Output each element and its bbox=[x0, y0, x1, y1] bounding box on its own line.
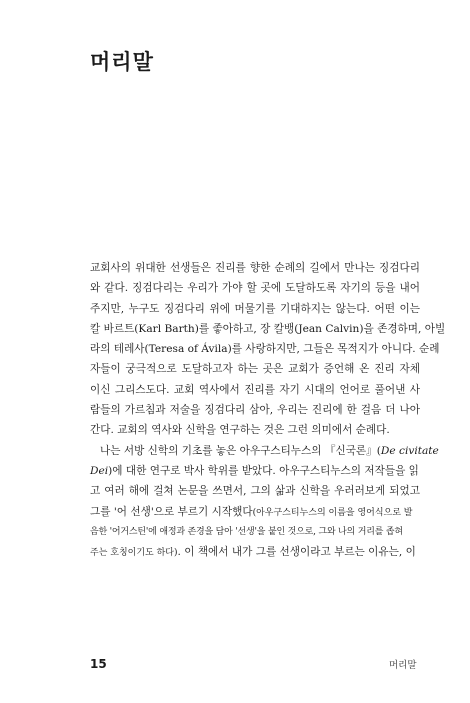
paragraph-1 bbox=[90, 258, 446, 441]
text-line: 고 여러 해에 걸쳐 논문을 쓰면서, 그의 삶과 신학을 우러러보게 되었고 bbox=[90, 485, 420, 498]
page-number: 15 bbox=[90, 657, 107, 671]
text-line: 주지만, 누구도 징검다리 위에 머물기를 기대하지는 않는다. 어떤 이는 bbox=[90, 302, 420, 315]
text-line bbox=[90, 502, 420, 522]
text-run: 나는 서방 신학의 기초를 놓은 아우구스티누스의 『신국론』( bbox=[100, 444, 381, 457]
book-title-latin: Dei bbox=[90, 464, 109, 477]
text-line: 람들의 가르침과 저술을 징검다리 삼아, 우리는 진리에 한 걸음 더 나아 bbox=[90, 404, 420, 417]
text-line: 칼 바르트(Karl Barth)를 좋아하고, 장 칼뱅(Jean Calvin)을 존경하며, 아빌 bbox=[90, 322, 446, 335]
book-title-latin: De civitate bbox=[380, 444, 439, 457]
parenthetical-note: (아우구스티누스의 이름을 영어식으로 발 bbox=[252, 507, 413, 518]
text-line: 라의 테레사(Teresa of Ávila)를 사랑하지만, 그들은 목적지가 아니다. 순례 bbox=[90, 343, 440, 356]
text-line: 자들이 궁극적으로 도달하고자 하는 곳은 교회가 증언해 온 진리 자체 bbox=[90, 363, 420, 376]
text-line: 와 같다. 징검다리는 우리가 가야 할 곳에 도달하도록 자기의 등을 내어 bbox=[90, 282, 420, 295]
parenthetical-note: 주는 호칭이기도 하다) bbox=[90, 548, 178, 559]
text-line: 간다. 교회의 역사와 신학을 연구하는 것은 그런 의미에서 순례다. bbox=[90, 424, 390, 437]
text-run: )에 대한 연구로 박사 학위를 받았다. 아우구스티누스의 저작들을 읽 bbox=[108, 464, 419, 477]
running-head: 머리말 bbox=[389, 660, 417, 671]
body-text bbox=[90, 258, 446, 562]
text-line bbox=[90, 461, 420, 481]
chapter-title: 머리말 bbox=[90, 49, 154, 74]
text-line: 교회사의 위대한 선생들은 진리를 향한 순례의 길에서 만나는 징검다리 bbox=[90, 262, 420, 274]
paragraph-2 bbox=[90, 441, 439, 563]
text-line: 이신 그리스도다. 교회 역사에서 진리를 자기 시대의 언어로 풀어낸 사 bbox=[90, 383, 420, 396]
text-run: . 이 책에서 내가 그를 선생이라고 부르는 이유는, 이 bbox=[177, 546, 416, 559]
text-line bbox=[90, 542, 420, 562]
parenthetical-note: 음한 '어거스틴'에 애정과 존경을 담아 '선생'을 붙인 것으로, 그와 나의 거리를 좁혀 bbox=[90, 526, 403, 537]
text-line bbox=[90, 441, 439, 461]
text-run: 그를 '어 선생'으로 부르기 시작했다 bbox=[90, 505, 253, 518]
